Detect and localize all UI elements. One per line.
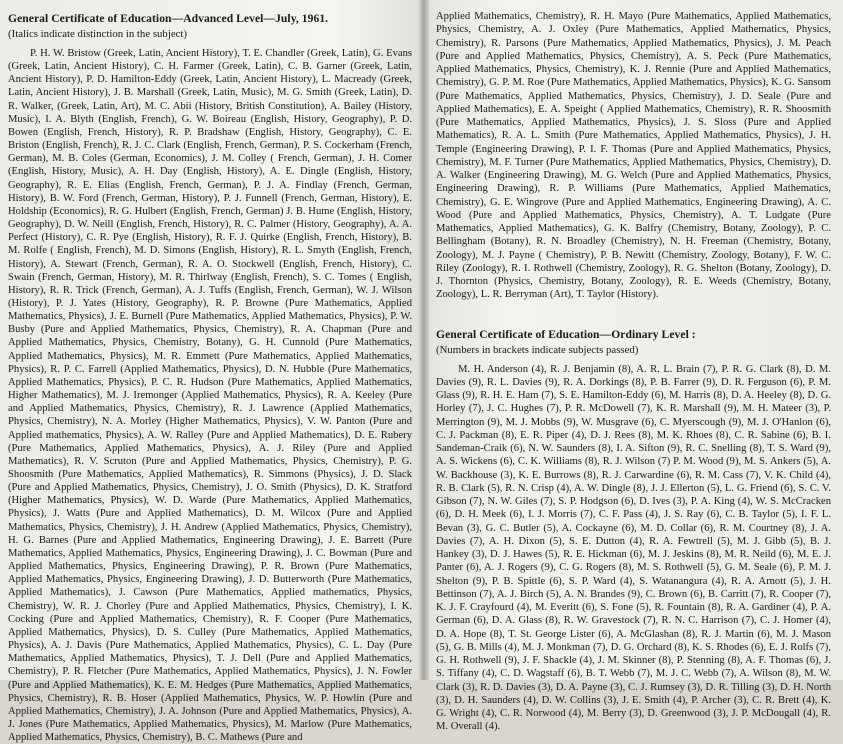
section-gap	[436, 302, 831, 328]
ordinary-level-heading: General Certificate of Education—Ordinary Level :	[436, 327, 696, 341]
ordinary-level-note: (Numbers in brackets indicate subjects passed)	[436, 343, 639, 356]
ordinary-level-results: M. H. Anderson (4), R. J. Benjamin (8), A. R. L. Brain (7), P. R. G. Clark (8), D. M. Davies (9), R. L. Davies (9), R. A. Dorkings (8), P. B. Farrer (9), D. R. Ferguson (6), P. M. Glass (9), R. H. E. Ham (7), S. E. Hamilton-Eddy (6), M. Harris (8), D. A. Heeley (8), D. G. Horley (7), J. C. Hughes (7), P. R. McDowell (7), K. R. Marshall (9), M. H. Mateer (3), P. Merrington (9), M. J. Mobbs (9), W. Musgrave (6), C. Myerscough (9), M. J. O'Hanlon (6), C. J. Packman (8), E. R. Piper (4), D. J. Rees (8), M. K. Rhoes (8), C. R. Sabine (6), B. I. Sandeman-Craik (6), N. W. Saunders (8), I. A. Sifton (9), R. C. Snelling (8), T. S. Ward (9), A. S. Wickens (6), C. K. Williams (8), R. J. Wilson (7) P. M. Wood (9), M. S. Ankers (5), A. W. Backhouse (3), K. E. Burrows (8), R. J. Carwardine (6), R. M. Cass (7), V. K. Child (4), R. B. Clark (5), R. N. Crisp (4), A. W. Dingle (8), J. J. Ellerton (5), L. G. Friend (6), S. C. V. Gibson (7), N. W. Giles (7), S. P. Hodgson (6), D. Ives (3), P. A. King (4), W. S. McCracken (6), D. H. Meek (6), I. J. Morris (7), C. F. Pass (4), J. S. Ray (6), C. B. Taylor (5), I. F. L. Bevan (3), G. C. Butler (5), A. Cockayne (6), M. D. Collar (6), R. M. Courtney (8), J. A. Davies (7), A. H. Dixon (5), S. E. Dutton (4), R. A. Fewtrell (5), M. J. Gibb (5), B. J. Hankey (3), D. J. Hawes (5), R. E. Hickman (6), M. J. Jeskins (8), M. R. Neild (6), M. E. J. Panter (6), A. J. Rogers (9), C. G. Rogers (8), M. S. Rothwell (5), G. M. Seale (6), P. M. J. Shelton (9), P. B. Spittle (6), S. P. Ward (4), S. Watanangura (4), R. A. Arnott (5), J. H. Bettinson (7), A. J. Birch (5), A. N. Brandes (9), C. Brown (6), B. Carritt (7), R. Cooper (7), K. J. F. Crayfourd (4), M. Everitt (6), S. Fone (5), R. Fountain (8), R. A. Gardiner (4), P. A. German (6), D. A. Glass (8), R. W. Gravestock (7), R. N. C. Harrison (7), C. J. Homer (4), D. A. Hope (8), T. St. George Lister (6), A. McGlashan (8), R. J. Martin (6), M. J. Mason (5), G. B. Mills (4), M. J. Monkman (7), D. G. Orchard (8), K. S. Rhodes (6), E. J. Rolfs (7), G. H. Rothwell (9), J. F. Shackle (4), J. M. Skinner (8), P. Stenning (8), A. F. Thomas (6), J. S. Tiffany (4), C. D. Wagstaff (6), B. T. Webb (7), M. J. C. Webb (7), A. Wilson (8), M. W. Clark (3), R. D. Davies (3), D. A. Payne (3), C. J. Rumsey (3), D. R. Tilling (3), D. H. North (3), D. H. Saunders (4), D. W. Collins (3), J. E. Smith (4), P. Archer (3), C. R. Brett (4), K. G. Wright (4), C. R. Norwood (4), M. Berry (3), D. Greenwood (3), J. P. McDougall (4), R. M. Overall (4).	[436, 363, 831, 733]
advanced-level-heading: General Certificate of Education—Advanced Level—July, 1961.	[8, 12, 329, 25]
advanced-level-results-continued: Applied Mathematics, Chemistry), R. H. Mayo (Pure Mathematics, Applied Mathematics, Physics, Chemistry, A. J. Oxley (Pure Mathematics, Applied Mathematics, Physics, Chemistry), R. Parsons (Pure Mathematics, Applied Mathematics, Physics), J. M. Peach (Pure and Applied Mathematics, Physics, Chemistry), A. S. Peck (Pure Mathematics, Applied Mathematics, Physics, Chemistry), K. J. Rennie (Pure and Applied Mathematics, Chemistry), G. P. M. Roe (Pure Mathematics, Applied Mathematics, Physics), K. G. Sansom (Pure Mathematics, Applied Mathematics, Physics, Chemistry), J. D. Seale (Pure and Applied Mathematics), E. A. Speight ( Applied Mathematics, Chemistry), R. R. Shoosmith (Pure Mathematics, Applied Mathematics, Physics), J. S. Sloss (Pure and Applied Mathematics), R. A. L. Smith (Pure Mathematics, Applied Mathematics, Physics), J. H. Temple (Engineering Drawing), P. I. F. Thomas (Pure and Applied Mathematics, Physics, Chemistry), M. F. Turner (Pure Mathematics, Applied Mathematics, Physics, Chemistry), D. A. Walker (Engineering Drawing), M. G. Welch (Pure and Applied Mathematics, Physics, Engineering Drawing), R. P. Williams (Pure Mathematics, Applied Mathematics, Chemistry), G. E. Wingrove (Pure and Applied Mathematics, Engineering Drawing), A. C. Wood (Pure and Applied Mathematics, Physics, Chemistry), A. T. Ludgate (Pure Mathematics, Applied Mathematics), G. K. Balfry (Chemistry, Botany, Zoology), P. C. Bellingham (Botany), R. N. Broadley (Chemistry), N. H. Freeman (Chemistry, Botany, Zoology), M. J. Payne ( Chemistry), P. B. Newitt (Chemistry, Zoology, Botany), F. W. C. Riley (Zoology), R. I. Rothwell (Chemistry, Zoology), R. G. Shelton (Botany, Zoology), D. J. Thornton (Physics, Chemistry, Botany, Zoology), R. E. Weeds (Chemistry, Botany, Zoology), L. R. Berryman (Art), T. Taylor (History).	[436, 11, 831, 301]
advanced-level-results: P. H. W. Bristow (Greek, Latin, Ancient History), T. E. Chandler (Greek, Latin), G. Evans (Greek, Latin, Ancient History), C. H. Farmer (Greek, Latin), C. B. Garner (Greek, Latin, Ancient History), P. D. Hamilton-Eddy (Greek, Latin, Ancient History), L. Macready (Greek, Latin, Ancient History), J. B. Marshall (Greek, Latin, Music), M. G. Smith (Greek, Latin), D. R. Walker, (Greek, Latin, Art), M. C. Abii (History, British Constitution), A. Bailey (History, Music), I. A. Blyth (English, French), G. W. Boireau (English, History, Geography), P. D. Bowen (English, French, History), R. P. Bradshaw (English, History, Geography), C. E. Briston (English, French), R. J. C. Clark (English, French, German), P. S. Cockerham (French, German), M. B. Coles (German, Economics), J. M. Colley ( French, German), J. H. Comer (English, History, Music), A. H. Day (English, History), A. E. Dingle (English, History, Geography), R. E. Elias (English, French, German), P. J. A. Findlay (French, German, History), B. W. Ford (French, German, History), P. J. Funnell (French, German, History), E. Holdship (Economics), R. G. Hulbert (English, French, German) J. B. Hume (English, History, Geography), D. W. Neill (English, French, History), R. C. Palmer (History, Geography), A. A. Perfect (History), C. R. Pye (English, History), R. F. J. Quirke (English, French, History), B. M. Rolfe ( English, French), M. D. Simons (English, History), R. L. Smyth (English, French, History), A. Stewart (French, German), R. A. O. Stockwell (English, French, History), C. Swain (French, German, History), M. R. Thirlway (English, French), S. C. Tomes ( English, History), R. R. Trick (French, German), A. J. Tuffs (English, French, German), W. J. Wilson (History), P. J. Yates (History, Geography), R. P. Browne (Pure Mathematics, Applied Mathematics, Physics), J. E. Burnell (Pure Mathematics, Applied Mathematics, Physics), P. W. Busby (Pure and Applied Mathematics, Physics, Chemistry), R. A. Chapman (Pure and Applied Mathematics, Physics, Chemistry, Botany), G. H. Cunnold (Pure Mathematics, Applied Mathematics, Physics), M. R. Emmett (Pure Mathematics, Applied Mathematics, Physics), R. P. C. Farrell (Applied Mathematics, Physics), D. N. Hubble (Pure Mathematics, Applied Mathematics, Physics), P. C. R. Hudson (Pure Mathematics, Applied Mathematics, Higher Mathematics), M. J. Iremonger (Applied Mathematics, Physics), R. A. Keeley (Pure and Applied Mathematics, Physics, Chemistry), R. J. Lawrence (Applied Mathematics, Physics, Chemistry), N. A. Morley (Higher Mathematics, Physics), V. W. Panton (Pure and Applied mathematics, Physics), A. W. Ralley (Pure and Applied Mathematics), D. E. Rubery (Pure Mathematics, Applied Mathematics, Physics), A. J. Riley (Pure and Applied Mathematics), R. V. Scruton (Pure and Applied Mathematics, Physics, Chemistry), P. G. Shoosmith (Pure Mathematics, Applied Mathematics), R. Simmons (Physics), J. D. Slack (Pure and Applied Mathematics, Physics, Chemistry), J. O. Smith (Physics), D. K. Stratford (Higher Mathematics, Physics), W. D. Warde (Pure Mathematics, Applied Mathematics, Physics), J. Watts (Pure and Applied Mathematics), D. M. Wilcox (Pure and Applied Mathematics, Physics, Chemistry), J. H. Andrew (Applied Mathematics, Physics, Chemistry), H. G. Barnes (Pure and Applied Mathematics, Engineering Drawing), J. E. Barrett (Pure Mathematics, Applied Mathematics, Physics, Engineering Drawing), J. C. Bowman (Pure and Applied Mathematics, Physics, Engineering Drawing), P. R. Brown (Pure Mathematics, Applied Mathematics, Physics, Engineering Drawing), J. D. Butterworth (Pure Mathematics, Applied Mathematics), J. Cawson (Pure Mathematics, Applied mathematics, Physics, Chemistry), W. R. J. Chorley (Pure and Applied Mathematics, Physics, Chemistry), I. K. Cocking (Pure and Applied Mathematics, Chemistry), R. F. Cooper (Pure Mathematics, Applied Mathematics, Physics), D. S. Culley (Pure Mathematics, Applied Mathematics, Physics), A. J. Davis (Pure Mathematics, Applied Mathematics, Physics), C. L. Day (Pure Mathematics, Applied Mathematics, Physics), T. J. Dell (Pure and Applied Mathematics, Chemistry), P. R. Fletcher (Pure Mathematics, Applied Mathematics, Physics), J. N. Fowler (Pure and Applied Mathematics), K. E. M. Hedges (Pure Mathematics, Applied Mathematics, Physics, Chemistry), R. B. Hoser (Applied Mathematics, Physics, W. P. Howlin (Pure and Applied Mathematics, Chemistry), J. A. Johnson (Pure and Applied Mathematics, Physics), A. J. Jones (Pure Mathematics, Applied Mathematics, Physics), M. Marlow (Pure Mathematics, Applied Mathematics, Physics, Chemistry), B. C. Mathews (Pure and	[8, 48, 412, 744]
advanced-level-note: (Italics indicate distinction in the subject)	[8, 28, 187, 40]
right-page	[428, 0, 843, 733]
left-page	[0, 0, 420, 744]
